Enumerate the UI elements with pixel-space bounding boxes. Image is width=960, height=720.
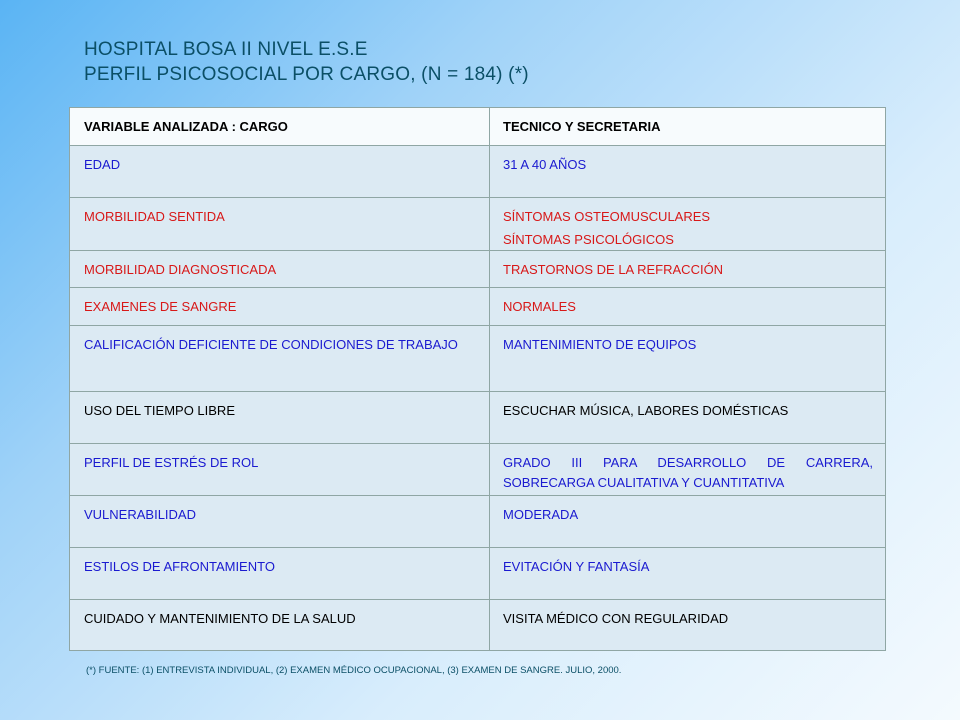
row-value: VISITA MÉDICO CON REGULARIDAD (490, 600, 886, 651)
table-row (70, 198, 886, 251)
row-value-line-1: SÍNTOMAS OSTEOMUSCULARES (503, 209, 711, 224)
slide-title (84, 37, 529, 87)
row-value: ESCUCHAR MÚSICA, LABORES DOMÉSTICAS (490, 392, 886, 444)
profile-table (69, 107, 886, 651)
row-value: EVITACIÓN Y FANTASÍA (490, 548, 886, 600)
row-value: 31 A 40 AÑOS (490, 146, 886, 198)
row-value: MODERADA (490, 496, 886, 548)
row-variable: CALIFICACIÓN DEFICIENTE DE CONDICIONES DE TRABAJO (70, 326, 490, 392)
header-variable: VARIABLE ANALIZADA : CARGO (70, 108, 490, 146)
row-variable: ESTILOS DE AFRONTAMIENTO (70, 548, 490, 600)
table-row (70, 600, 886, 651)
row-variable: EDAD (70, 146, 490, 198)
title-line-2: PERFIL PSICOSOCIAL POR CARGO, (N = 184) (*) (84, 64, 529, 85)
row-value (490, 198, 886, 251)
row-variable: PERFIL DE ESTRÉS DE ROL (70, 444, 490, 496)
row-variable: MORBILIDAD SENTIDA (70, 198, 490, 251)
row-value: NORMALES (490, 288, 886, 326)
table-row (70, 146, 886, 198)
table-row (70, 392, 886, 444)
row-value: TRASTORNOS DE LA REFRACCIÓN (490, 251, 886, 288)
row-variable: USO DEL TIEMPO LIBRE (70, 392, 490, 444)
table-row (70, 548, 886, 600)
row-variable: EXAMENES DE SANGRE (70, 288, 490, 326)
table-header-row (70, 108, 886, 146)
row-value: MANTENIMIENTO DE EQUIPOS (490, 326, 886, 392)
row-variable: VULNERABILIDAD (70, 496, 490, 548)
table-row (70, 326, 886, 392)
row-variable: MORBILIDAD DIAGNOSTICADA (70, 251, 490, 288)
source-footnote: (*) FUENTE: (1) ENTREVISTA INDIVIDUAL, (2) EXAMEN MÉDICO OCUPACIONAL, (3) EXAMEN DE SANGRE. JULIO, 2000. (86, 665, 622, 676)
title-line-1: HOSPITAL BOSA II NIVEL E.S.E (84, 39, 368, 60)
row-variable: CUIDADO Y MANTENIMIENTO DE LA SALUD (70, 600, 490, 651)
table-row (70, 288, 886, 326)
table-row (70, 444, 886, 496)
table-row (70, 251, 886, 288)
table-row (70, 496, 886, 548)
header-cargo: TECNICO Y SECRETARIA (490, 108, 886, 146)
row-value: GRADO III PARA DESARROLLO DE CARRERA, SOBRECARGA CUALITATIVA Y CUANTITATIVA (490, 444, 886, 496)
row-value-line-2: SÍNTOMAS PSICOLÓGICOS (503, 232, 674, 247)
